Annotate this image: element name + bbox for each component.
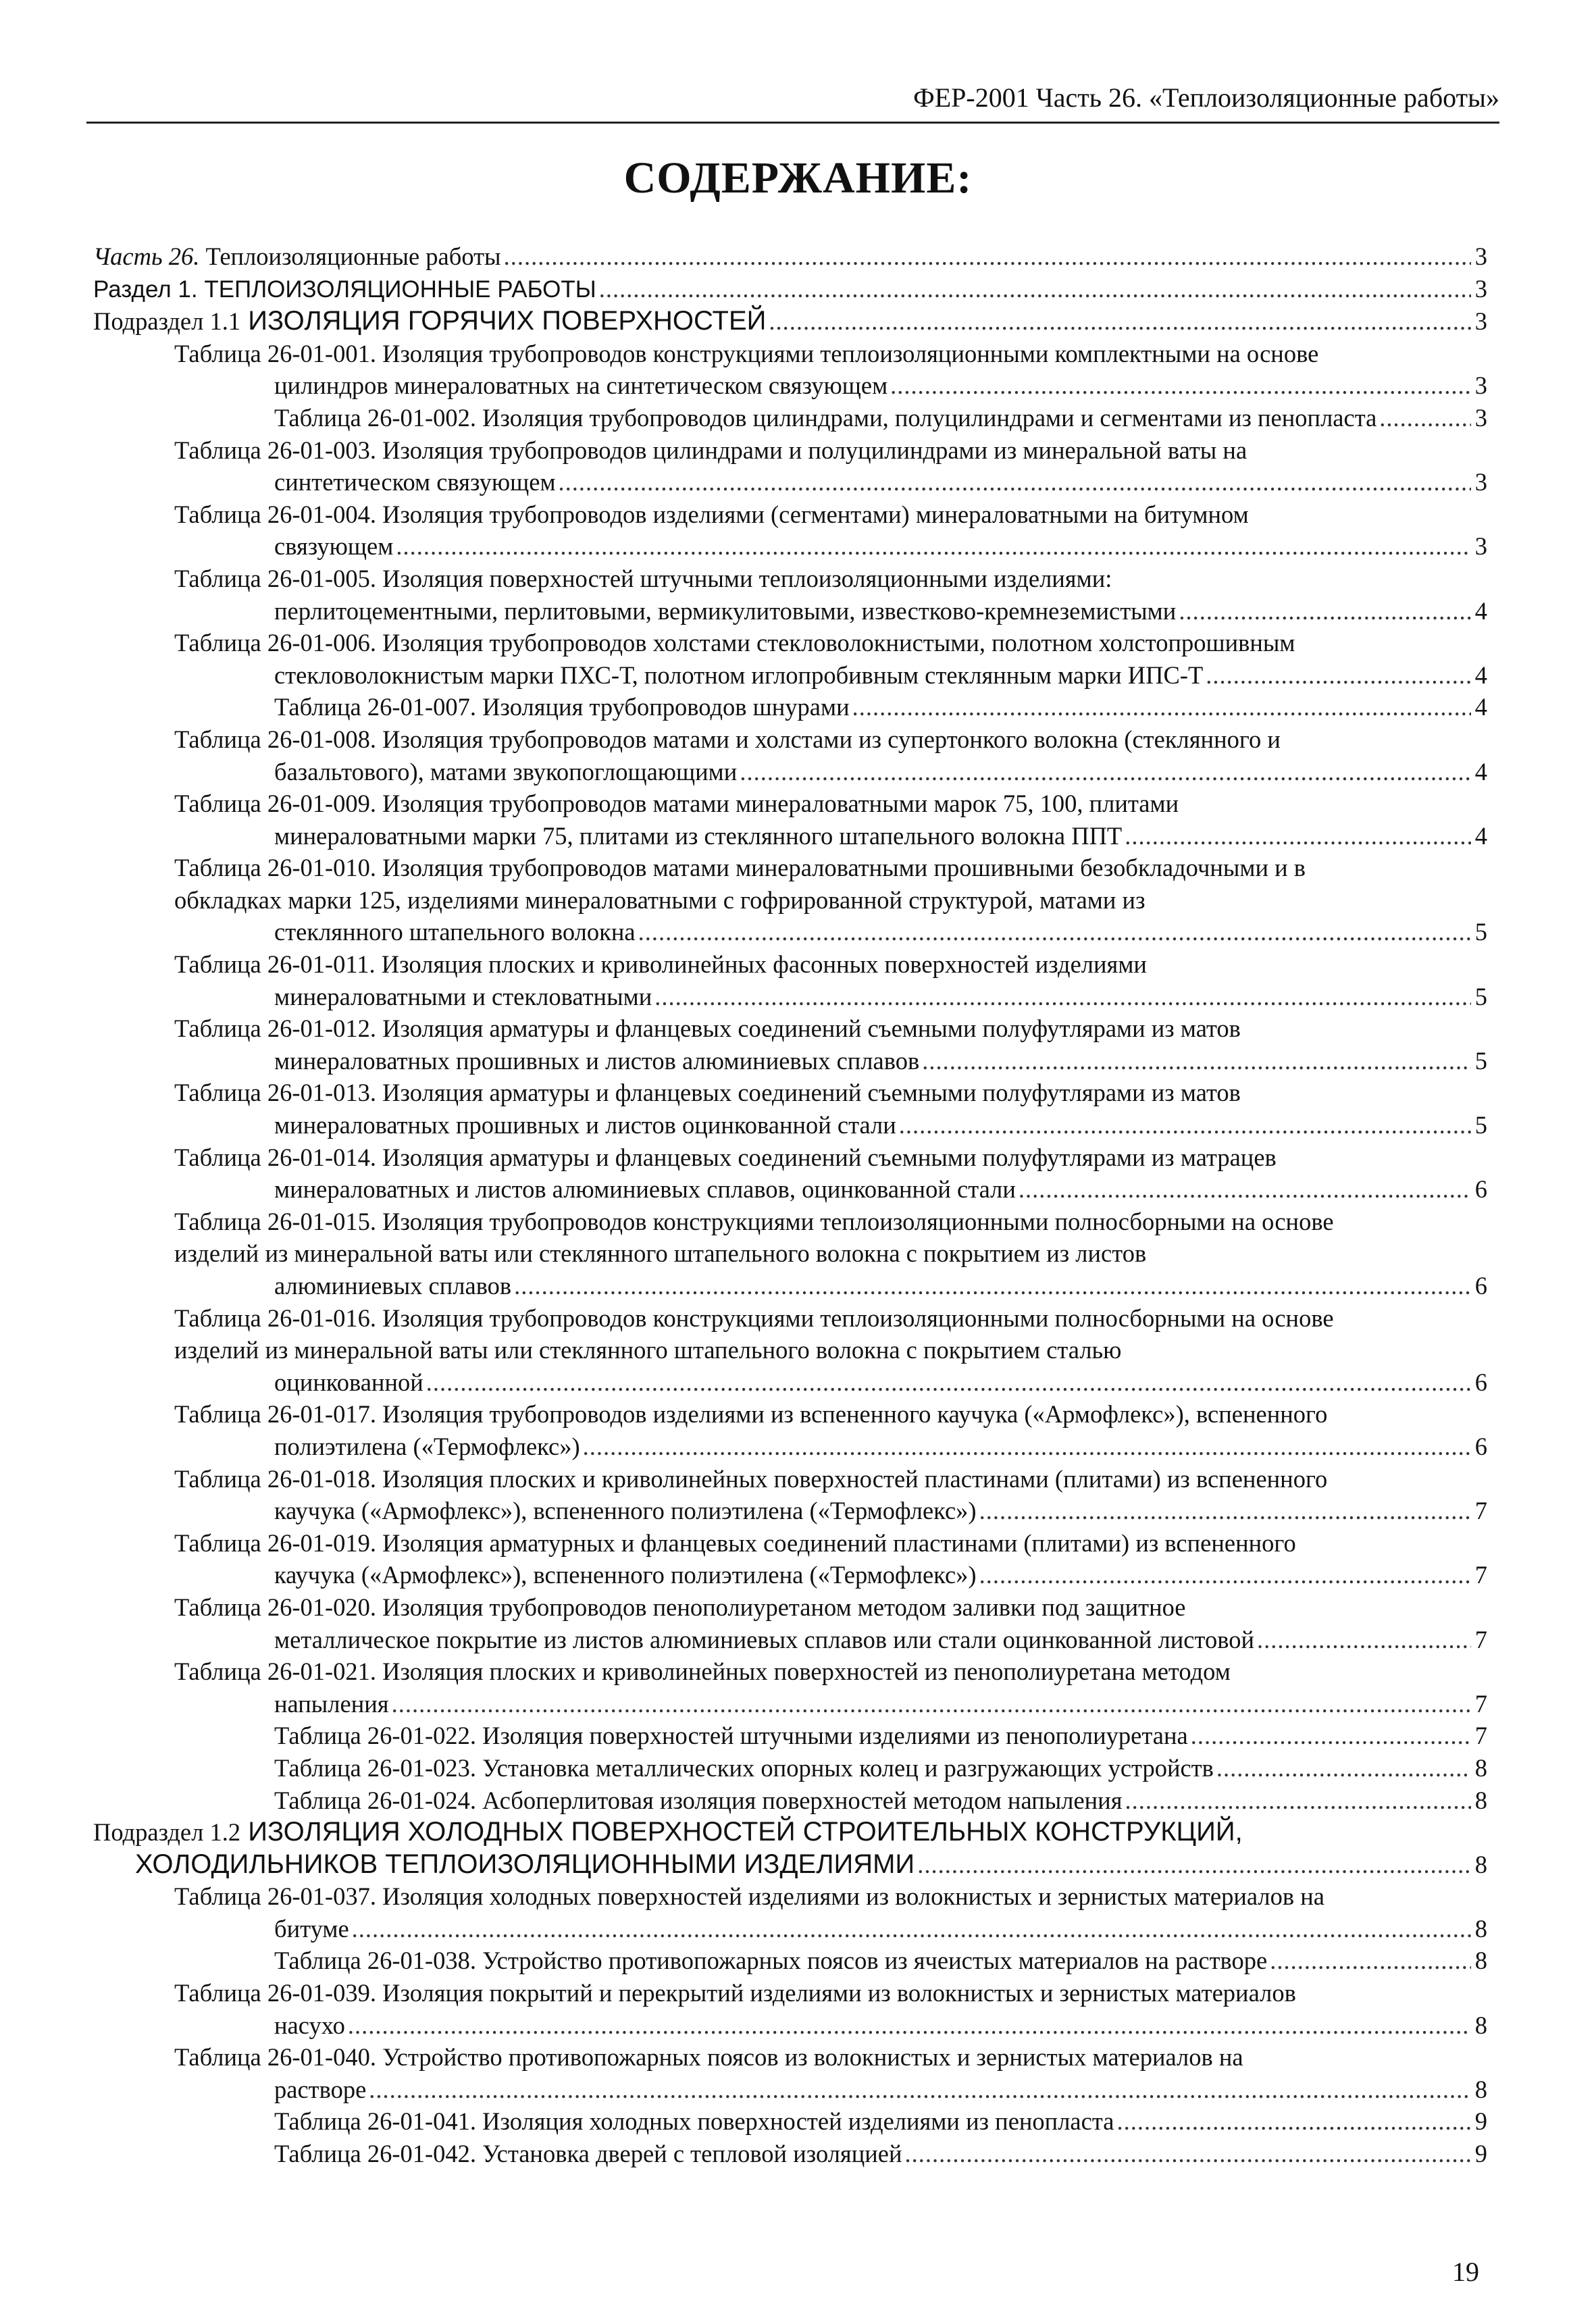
subsection-title: ИЗОЛЯЦИЯ ГОРЯЧИХ ПОВЕРХНОСТЕЙ — [240, 306, 767, 336]
page-ref: 3 — [1474, 532, 1487, 561]
page-ref: 4 — [1474, 821, 1487, 850]
page-ref: 4 — [1474, 757, 1487, 786]
toc-table-010[interactable] — [93, 852, 1487, 948]
page-ref: 5 — [1474, 1111, 1487, 1139]
toc-table-017[interactable] — [93, 1398, 1487, 1462]
entry-text: Таблица 26-01-014. Изоляция арматуры и фланцевых соединений съемными полуфутлярами из матрацев — [174, 1143, 1277, 1171]
entry-text: Таблица 26-01-038. Устройство противопожарных поясов из ячеистых материалов на растворе — [274, 1947, 1268, 1975]
entry-text: Таблица 26-01-042. Установка дверей с тепловой изоляцией — [274, 2140, 902, 2168]
entry-text: Таблица 26-01-011. Изоляция плоских и криволинейных фасонных поверхностей изделиями — [174, 950, 1147, 979]
entry-text: цилиндров минераловатных на синтетическом связующем — [274, 371, 888, 400]
page-ref: 3 — [1474, 468, 1487, 496]
entry-text: Таблица 26-01-008. Изоляция трубопроводов матами и холстами из супертонкого волокна (стеклянного и — [174, 725, 1281, 753]
page-ref: 4 — [1474, 661, 1487, 689]
toc-subsection-1-2[interactable] — [93, 1816, 1487, 1880]
entry-text: битуме — [274, 1914, 349, 1943]
entry-text: Таблица 26-01-017. Изоляция трубопроводов изделиями из вспененного каучука («Армофлекс»), вспененного — [174, 1400, 1328, 1429]
page-ref: 3 — [1474, 307, 1487, 336]
entry-text: алюминиевых сплавов — [274, 1272, 512, 1300]
toc-table-039[interactable] — [93, 1977, 1487, 2041]
table-of-contents — [93, 240, 1487, 2170]
entry-text: насухо — [274, 2011, 345, 2039]
page-ref: 9 — [1474, 2140, 1487, 2168]
toc-table-008[interactable] — [93, 723, 1487, 788]
page-ref: 8 — [1474, 1914, 1487, 1943]
subsection-title: ХОЛОДИЛЬНИКОВ ТЕПЛОИЗОЛЯЦИОННЫМИ ИЗДЕЛИЯМИ — [135, 1849, 915, 1879]
entry-text: минераловатных и листов алюминиевых сплавов, оцинкованной стали — [274, 1175, 1016, 1204]
toc-table-024[interactable] — [93, 1784, 1487, 1817]
entry-text: изделий из минеральной ваты или стеклянного штапельного волокна с покрытием из листов — [174, 1239, 1147, 1268]
entry-text: минераловатными марки 75, плитами из стеклянного штапельного волокна ППТ — [274, 821, 1123, 850]
entry-text: минераловатных прошивных и листов оцинкованной стали — [274, 1111, 896, 1139]
entry-text: базальтового), матами звукопоглощающими — [274, 757, 738, 786]
entry-text: Таблица 26-01-003. Изоляция трубопроводов цилиндрами и полуцилиндрами из минеральной ваты на — [174, 436, 1247, 464]
entry-text: Таблица 26-01-016. Изоляция трубопроводов конструкциями теплоизоляционными полносборными на основе — [174, 1304, 1334, 1332]
toc-table-041[interactable] — [93, 2105, 1487, 2138]
subsection-label: Подраздел 1.1 — [93, 307, 241, 336]
entry-text: Таблица 26-01-021. Изоляция плоских и криволинейных поверхностей из пенополиуретана методом — [174, 1657, 1231, 1686]
page-ref: 5 — [1474, 918, 1487, 946]
entry-text: каучука («Армофлекс»), вспененного полиэтилена («Термофлекс») — [274, 1497, 977, 1525]
toc-table-009[interactable] — [93, 788, 1487, 852]
entry-text: Таблица 26-01-005. Изоляция поверхностей штучными теплоизоляционными изделиями: — [174, 564, 1112, 592]
toc-table-040[interactable] — [93, 2041, 1487, 2105]
page-number: 19 — [1452, 2257, 1479, 2287]
page-title: СОДЕРЖАНИЕ: — [623, 153, 973, 203]
toc-table-018[interactable] — [93, 1463, 1487, 1527]
toc-table-037[interactable] — [93, 1880, 1487, 1945]
page-ref: 8 — [1474, 1753, 1487, 1782]
toc-table-038[interactable] — [93, 1945, 1487, 1977]
toc-table-011[interactable] — [93, 948, 1487, 1012]
page-ref: 3 — [1474, 274, 1487, 303]
toc-subsection-1-1[interactable] — [93, 305, 1487, 338]
subsection-label: Подраздел 1.2 — [93, 1818, 241, 1847]
entry-text: Таблица 26-01-018. Изоляция плоских и криволинейных поверхностей пластинами (плитами) из вспененного — [174, 1464, 1328, 1493]
entry-text: Таблица 26-01-006. Изоляция трубопроводов холстами стекловолокнистыми, полотном холстопрошивным — [174, 629, 1295, 657]
entry-text: минераловатных прошивных и листов алюминиевых сплавов — [274, 1046, 920, 1075]
entry-text: изделий из минеральной ваты или стеклянного штапельного волокна с покрытием сталью — [174, 1336, 1122, 1364]
toc-part-26[interactable] — [93, 240, 1487, 273]
page-ref: 5 — [1474, 982, 1487, 1010]
entry-text: каучука («Армофлекс»), вспененного полиэтилена («Термофлекс») — [274, 1561, 977, 1589]
toc-table-013[interactable] — [93, 1077, 1487, 1141]
entry-text: растворе — [274, 2075, 367, 2103]
toc-table-005[interactable] — [93, 563, 1487, 627]
page-ref: 3 — [1474, 371, 1487, 400]
entry-text: связующем — [274, 532, 394, 561]
running-header — [86, 80, 1499, 124]
entry-text: Таблица 26-01-004. Изоляция трубопроводов изделиями (сегментами) минераловатными на битумном — [174, 500, 1249, 528]
toc-table-012[interactable] — [93, 1012, 1487, 1077]
entry-text: Таблица 26-01-022. Изоляция поверхностей штучными изделиями из пенополиуретана — [274, 1722, 1188, 1750]
page-ref: 5 — [1474, 1046, 1487, 1075]
entry-text: напыления — [274, 1689, 389, 1718]
entry-text: Таблица 26-01-020. Изоляция трубопроводов пенополиуретаном методом заливки под защитное — [174, 1593, 1186, 1621]
entry-text: Таблица 26-01-012. Изоляция арматуры и фланцевых соединений съемными полуфутлярами из матов — [174, 1014, 1241, 1043]
entry-text: полиэтилена («Термофлекс») — [274, 1432, 580, 1460]
page-ref: 8 — [1474, 1850, 1487, 1878]
toc-table-016[interactable] — [93, 1302, 1487, 1399]
page-ref: 3 — [1474, 242, 1487, 270]
entry-text: минераловатными и стекловатными — [274, 982, 652, 1010]
page-ref: 6 — [1474, 1272, 1487, 1300]
toc-table-014[interactable] — [93, 1141, 1487, 1206]
page-ref: 8 — [1474, 1947, 1487, 1975]
entry-text: Таблица 26-01-019. Изоляция арматурных и фланцевых соединений пластинами (плитами) из вспененного — [174, 1528, 1296, 1557]
toc-table-042[interactable] — [93, 2138, 1487, 2170]
toc-table-015[interactable] — [93, 1206, 1487, 1302]
header-text: ФЕР-2001 Часть 26. «Теплоизоляционные работы» — [913, 82, 1499, 113]
page-ref: 7 — [1474, 1689, 1487, 1718]
part-title: Теплоизоляционные работы — [199, 242, 501, 270]
entry-text: Таблица 26-01-013. Изоляция арматуры и фланцевых соединений съемными полуфутлярами из матов — [174, 1079, 1241, 1107]
page-ref: 6 — [1474, 1368, 1487, 1396]
entry-text: Таблица 26-01-041. Изоляция холодных поверхностей изделиями из пенопласта — [274, 2107, 1114, 2136]
entry-text: обкладках марки 125, изделиями минераловатными с гофрированной структурой, матами из — [174, 885, 1145, 914]
toc-table-023[interactable] — [93, 1752, 1487, 1784]
page-ref: 7 — [1474, 1722, 1487, 1750]
toc-table-007[interactable] — [93, 691, 1487, 723]
toc-table-003[interactable] — [93, 434, 1487, 498]
toc-table-001[interactable] — [93, 338, 1487, 402]
page-ref: 4 — [1474, 596, 1487, 625]
page-ref: 7 — [1474, 1625, 1487, 1653]
page-ref: 8 — [1474, 2075, 1487, 2103]
section-title: Раздел 1. ТЕПЛОИЗОЛЯЦИОННЫЕ РАБОТЫ — [93, 276, 596, 303]
entry-text: перлитоцементными, перлитовыми, вермикулитовыми, известково-кремнеземистыми — [274, 596, 1177, 625]
entry-text: Таблица 26-01-015. Изоляция трубопроводов конструкциями теплоизоляционными полносборными на основе — [174, 1207, 1334, 1235]
toc-table-019[interactable] — [93, 1527, 1487, 1591]
page-ref: 9 — [1474, 2107, 1487, 2136]
entry-text: Таблица 26-01-007. Изоляция трубопроводов шнурами — [274, 693, 850, 721]
toc-table-022[interactable] — [93, 1720, 1487, 1752]
entry-text: Таблица 26-01-010. Изоляция трубопроводов матами минераловатными прошивными безобкладочными и в — [174, 854, 1306, 882]
entry-text: Таблица 26-01-002. Изоляция трубопроводов цилиндрами, полуцилиндрами и сегментами из пенопласта — [274, 403, 1377, 432]
entry-text: Таблица 26-01-023. Установка металлических опорных колец и разгружающих устройств — [274, 1753, 1214, 1782]
entry-text: Таблица 26-01-009. Изоляция трубопроводов матами минераловатными марок 75, 100, плитами — [174, 790, 1179, 818]
entry-text: стеклянного штапельного волокна — [274, 918, 636, 946]
part-label: Часть 26. — [93, 242, 200, 270]
toc-section-1[interactable] — [93, 273, 1487, 306]
page-ref: 8 — [1474, 2011, 1487, 2039]
entry-text: Таблица 26-01-001. Изоляция трубопроводов конструкциями теплоизоляционными комплектными на основе — [174, 339, 1319, 367]
entry-text: Таблица 26-01-024. Асбоперлитовая изоляция поверхностей методом напыления — [274, 1786, 1123, 1814]
toc-table-021[interactable] — [93, 1655, 1487, 1720]
entry-text: Таблица 26-01-039. Изоляция покрытий и перекрытий изделиями из волокнистых и зернистых материалов — [174, 1979, 1296, 2007]
page-ref: 6 — [1474, 1432, 1487, 1460]
entry-text: Таблица 26-01-040. Устройство противопожарных поясов из волокнистых и зернистых материалов на — [174, 2043, 1243, 2072]
entry-text: синтетическом связующем — [274, 468, 556, 496]
toc-table-020[interactable] — [93, 1591, 1487, 1655]
entry-text: стекловолокнистым марки ПХС-Т, полотном иглопробивным стеклянным марки ИПС-Т — [274, 661, 1204, 689]
subsection-title: ИЗОЛЯЦИЯ ХОЛОДНЫХ ПОВЕРХНОСТЕЙ СТРОИТЕЛЬНЫХ КОНСТРУКЦИЙ, — [240, 1817, 1243, 1847]
page-ref: 6 — [1474, 1175, 1487, 1204]
page-ref: 4 — [1474, 693, 1487, 721]
toc-table-006[interactable] — [93, 627, 1487, 691]
toc-table-002[interactable] — [93, 402, 1487, 434]
entry-text: металлическое покрытие из листов алюминиевых сплавов или стали оцинкованной листовой — [274, 1625, 1254, 1653]
page-ref: 3 — [1474, 403, 1487, 432]
toc-table-004[interactable] — [93, 498, 1487, 563]
page-ref: 7 — [1474, 1561, 1487, 1589]
entry-text: оцинкованной — [274, 1368, 423, 1396]
page-ref: 7 — [1474, 1497, 1487, 1525]
page-ref: 8 — [1474, 1786, 1487, 1814]
entry-text: Таблица 26-01-037. Изоляция холодных поверхностей изделиями из волокнистых и зернистых материалов на — [174, 1882, 1324, 1911]
